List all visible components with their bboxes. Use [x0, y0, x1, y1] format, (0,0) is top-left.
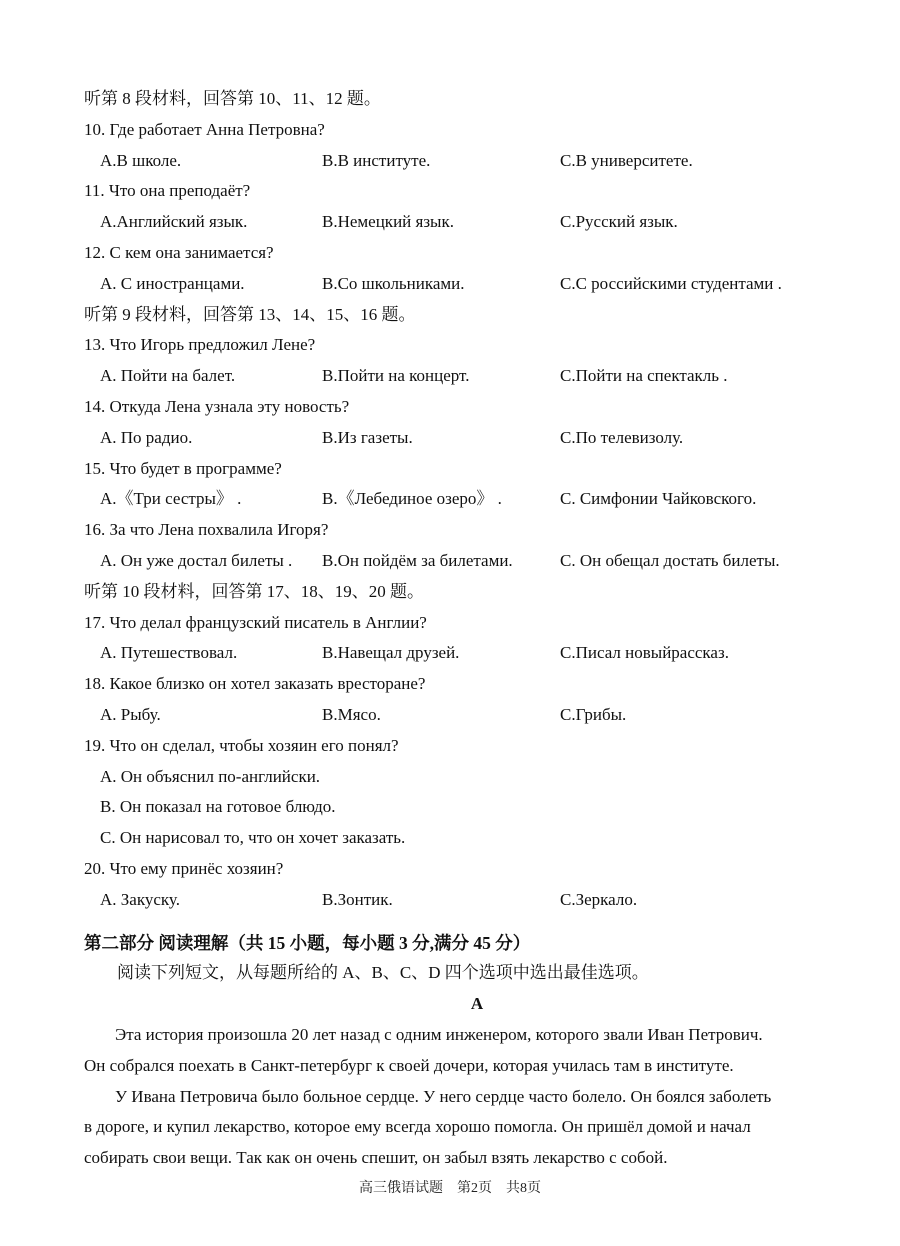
- option-c: С.По телевизолу.: [560, 427, 684, 447]
- option-c: С.Писал новыйрассказ.: [560, 643, 729, 663]
- question-10-options: [84, 146, 870, 177]
- question-16: 16. За что Лена похвалила Игоря?: [84, 520, 329, 540]
- passage-a-label: A: [470, 994, 484, 1014]
- question-18: 18. Какое близко он хотел заказать вресторане?: [84, 674, 426, 694]
- question-17-options: [84, 638, 870, 669]
- page-footer: 高三俄语试题 第2页 共8页: [359, 1180, 541, 1196]
- question-15: 15. Что будет в программе?: [84, 458, 282, 478]
- option-a: А. Он уже достал билеты .: [100, 550, 293, 570]
- option-a: А. По радио.: [100, 427, 193, 447]
- option-c: С.Зеркало.: [560, 889, 638, 909]
- option-a: А.В школе.: [100, 150, 182, 170]
- passage-line: У Ивана Петровича было больное сердце. У него сердце часто болело. Он боялся заболеть: [115, 1086, 772, 1106]
- question-17: 17. Что делал французский писатель в Англии?: [84, 612, 427, 632]
- question-14-options: [84, 423, 870, 454]
- option-b: В.В институте.: [322, 150, 431, 170]
- material-10-instruction: 听第 10 段材料，回答第 17、18、19、20 题。: [84, 581, 424, 601]
- option-c: С.Русский язык.: [560, 212, 678, 232]
- material-9-instruction: 听第 9 段材料，回答第 13、14、15、16 题。: [84, 304, 416, 324]
- question-10: 10. Где работает Анна Петровна?: [84, 119, 325, 139]
- option-a: А. Путешествовал.: [100, 643, 238, 663]
- option-a: А. Закуску.: [100, 889, 180, 909]
- option-b: В.Со школьниками.: [322, 273, 465, 293]
- part2-heading: 第二部分 阅读理解（共 15 小题，每小题 3 分,满分 45 分）: [84, 932, 531, 953]
- option-c: С.В университете.: [560, 150, 693, 170]
- question-13: 13. Что Игорь предложил Лене?: [84, 335, 316, 355]
- option-c: С.Грибы.: [560, 704, 627, 724]
- option-c: С.Пойти на спектакль .: [560, 366, 728, 386]
- option-a: А. Пойти на балет.: [100, 366, 236, 386]
- option-c: С. Он обещал достать билеты.: [560, 550, 780, 570]
- passage-line: Он собрался поехать в Санкт-петербург к своей дочери, которая училась там в институте.: [84, 1055, 734, 1075]
- question-12: 12. С кем она занимается?: [84, 242, 274, 262]
- question-14: 14. Откуда Лена узнала эту новость?: [84, 396, 350, 416]
- option-b: В.Немецкий язык.: [322, 212, 454, 232]
- question-19: 19. Что он сделал, чтобы хозяин его понял?: [84, 735, 399, 755]
- option-c: С. Симфонии Чайковского.: [560, 489, 757, 509]
- option-b: В.Зонтик.: [322, 889, 393, 909]
- option-b: В.Пойти на концерт.: [322, 366, 470, 386]
- option-a: А. С иностранцами.: [100, 273, 245, 293]
- option-a: А.Английский язык.: [100, 212, 248, 232]
- question-18-options: [84, 700, 870, 731]
- option-b: В.《Лебединое озеро》 .: [322, 489, 502, 509]
- option-c: С.С российскими студентами .: [560, 273, 782, 293]
- option-b: В.Он пойдём за билетами.: [322, 550, 513, 570]
- question-11-options: [84, 207, 870, 238]
- question-11: 11. Что она преподаёт?: [84, 181, 251, 201]
- passage-line: Эта история произошла 20 лет назад с одним инженером, которого звали Иван Петрович.: [115, 1024, 763, 1044]
- option-a: А. Рыбу.: [100, 704, 161, 724]
- question-19-option-b: В. Он показал на готовое блюдо.: [100, 797, 336, 817]
- option-a: А.《Три сестры》 .: [100, 489, 242, 509]
- question-16-options: [84, 546, 870, 577]
- question-20: 20. Что ему принёс хозяин?: [84, 858, 284, 878]
- question-13-options: [84, 361, 870, 392]
- material-8-instruction: 听第 8 段材料，回答第 10、11、12 题。: [84, 89, 381, 108]
- option-b: В.Навещал друзей.: [322, 643, 460, 663]
- question-12-options: [84, 269, 870, 300]
- question-19-option-a: А. Он объяснил по-английски.: [100, 766, 321, 786]
- question-20-options: [84, 885, 870, 916]
- passage-line: в дороге, и купил лекарство, которое ему всегда хорошо помогла. Он пришёл домой и начал: [84, 1117, 751, 1137]
- option-b: В.Мясо.: [322, 704, 381, 724]
- passage-line: собирать свои вещи. Так как он очень спешит, он забыл взять лекарство с собой.: [84, 1148, 668, 1168]
- question-15-options: [84, 484, 870, 515]
- part2-instruction: 阅读下列短文，从每题所给的 A、B、C、D 四个选项中选出最佳选项。: [117, 963, 649, 983]
- question-19-option-c: С. Он нарисовал то, что он хочет заказать.: [100, 828, 406, 848]
- option-b: В.Из газеты.: [322, 427, 413, 447]
